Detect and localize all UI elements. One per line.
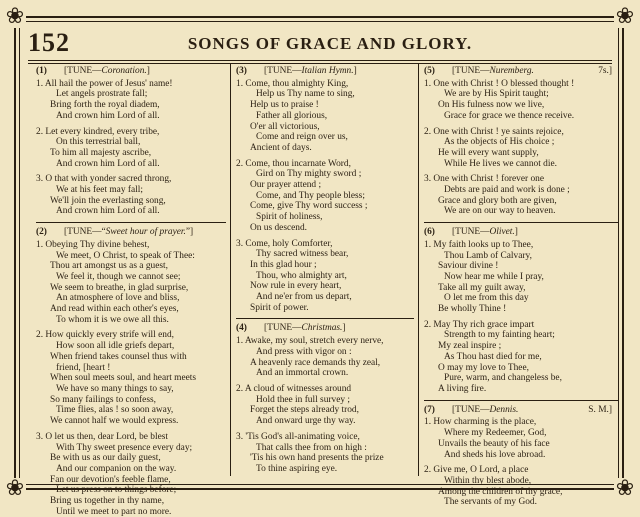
verse-line: Within thy blest abode, xyxy=(444,475,532,486)
verse-line: Our prayer attend ; xyxy=(250,180,322,191)
verse-line: Fan our devotion's feeble flame, xyxy=(50,474,171,485)
verse-line: Forget the steps already trod, xyxy=(250,405,359,416)
verse-line: Strength to my fainting heart; xyxy=(444,330,555,341)
verse-line: Ancient of days. xyxy=(250,142,312,153)
verse-line: 1. How charming is the place, xyxy=(424,417,537,428)
stanza xyxy=(424,127,618,170)
tune-name: Olivet. xyxy=(489,227,515,238)
hymn-header xyxy=(236,66,414,77)
verse-line: 2. One with Christ ! ye saints rejoice, xyxy=(424,126,564,137)
verse-line: Spirit of holiness, xyxy=(256,212,323,223)
verse-line: Until we meet to part no more. xyxy=(56,506,172,517)
stanza xyxy=(236,79,414,154)
hymn-number: (5) xyxy=(424,66,435,76)
verse-line: O may my love to Thee, xyxy=(438,362,529,373)
verse-line: Help us to praise ! xyxy=(250,100,319,111)
verse-line: Come, and Thy people bless; xyxy=(256,190,365,201)
verse-line: 2. Come, thou incarnate Word, xyxy=(236,158,351,169)
verse-line: He will every want supply, xyxy=(438,147,539,158)
verse-line: And our companion on the way. xyxy=(56,463,177,474)
verse-line: An atmosphere of love and bliss, xyxy=(56,293,180,304)
tune-suffix: ”] xyxy=(185,227,194,238)
stanza xyxy=(36,127,226,170)
hymn-header xyxy=(424,405,618,416)
verse-line: Spirit of power. xyxy=(250,302,309,313)
verse-line: O let me from this day xyxy=(444,293,529,304)
tune-name: Dennis. xyxy=(489,404,519,415)
verse-line: And crown him Lord of all. xyxy=(56,110,160,121)
hymn xyxy=(236,323,414,474)
hymn-number: (7) xyxy=(424,404,435,415)
corner-ornament-icon: ❀ xyxy=(615,4,635,29)
tune-label xyxy=(264,66,357,77)
verse-line: We are on our way to heaven. xyxy=(444,206,556,217)
verse-line: Thy sacred witness bear, xyxy=(256,249,349,260)
verse-line: With Thy sweet presence every day; xyxy=(56,442,193,453)
verse-line: 1. Come, thou almighty King, xyxy=(236,78,349,89)
verse-line: Where my Redeemer, God, xyxy=(444,428,547,439)
verse-line: When friend takes counsel thus with xyxy=(50,351,187,362)
stanza xyxy=(424,79,618,122)
tune-prefix: [TUNE— xyxy=(452,66,490,76)
verse-line: And onward urge thy way. xyxy=(256,416,356,427)
hymn xyxy=(424,227,618,395)
verse-line: We have so many things to say, xyxy=(56,383,174,394)
page-title: SONGS OF GRACE AND GLORY. xyxy=(187,34,473,53)
verse-line: When soul meets soul, and heart meets xyxy=(50,373,197,384)
verse-line: Gird on Thy mighty sword ; xyxy=(256,169,362,180)
verse-line: Grace for grace we thence receive. xyxy=(444,110,575,121)
verse-line: Come, give Thy word success ; xyxy=(250,201,368,212)
verse-line: Hold thee in full survey ; xyxy=(256,394,350,405)
verse-line: On this terrestrial ball, xyxy=(56,137,141,148)
stanza xyxy=(36,432,226,517)
verse-line: Let us press on to things before; xyxy=(56,485,177,496)
verse-line: A heavenly race demands thy zeal, xyxy=(250,357,381,368)
verse-line: My zeal inspire ; xyxy=(438,341,502,352)
verse-line: 3. 'Tis God's all-animating voice, xyxy=(236,431,360,442)
verse-line: 3. Come, holy Comforter, xyxy=(236,238,333,249)
verse-line: We are by His Spirit taught; xyxy=(444,89,549,100)
verse-line: The servants of my God. xyxy=(444,497,537,508)
column-divider xyxy=(418,64,419,476)
verse-line: And crown him Lord of all. xyxy=(56,158,160,169)
header-rule xyxy=(28,60,612,61)
verse-line: 2. A cloud of witnesses around xyxy=(236,383,352,394)
verse-line: Bring us together in thy name, xyxy=(50,496,165,507)
verse-line: On His fulness now we live, xyxy=(438,100,545,111)
hymn-meter: 7s.] xyxy=(598,66,612,76)
verse-line: 1. Awake, my soul, stretch every nerve, xyxy=(236,336,384,347)
tune-label xyxy=(452,405,518,416)
tune-prefix: [TUNE— xyxy=(64,66,102,76)
hymn-header xyxy=(36,66,226,77)
stanza xyxy=(424,465,618,508)
tune-prefix: [TUNE— xyxy=(452,404,490,415)
stanza xyxy=(424,320,618,395)
tune-label xyxy=(452,66,534,77)
verse-line: Take all my guilt away, xyxy=(438,282,526,293)
tune-label xyxy=(64,227,193,238)
verse-line: Help us Thy name to sing, xyxy=(256,89,355,100)
verse-line: We feel it, though we cannot see; xyxy=(56,271,181,282)
stanza xyxy=(424,240,618,315)
verse-line: That calls thee from on high : xyxy=(256,442,367,453)
verse-line: Come and reign over us, xyxy=(256,132,348,143)
hymn xyxy=(424,405,618,508)
stanza xyxy=(236,384,414,427)
stanza xyxy=(236,239,414,314)
verse-line: We seem to breathe, in glad surprise, xyxy=(50,282,189,293)
tune-suffix: ] xyxy=(342,323,346,334)
tune-prefix: [TUNE— xyxy=(264,323,302,334)
hymn-header xyxy=(424,227,618,238)
hymn-header xyxy=(36,227,226,238)
verse-line: As Thou hast died for me, xyxy=(444,351,542,362)
tune-name: Sweet hour of prayer. xyxy=(105,227,186,238)
corner-ornament-icon: ❀ xyxy=(5,476,25,501)
verse-line: To thine aspiring eye. xyxy=(256,463,338,474)
verse-line: 3. O let us then, dear Lord, be blest xyxy=(36,431,168,442)
stanza xyxy=(236,336,414,379)
verse-line: Saviour divine ! xyxy=(438,261,499,272)
verse-line: We meet, O Christ, to speak of Thee: xyxy=(56,250,195,261)
verse-line: 1. Obeying Thy divine behest, xyxy=(36,239,150,250)
verse-line: Bring forth the royal diadem, xyxy=(50,100,160,111)
tune-label xyxy=(64,66,150,77)
hymn-number: (4) xyxy=(236,323,247,334)
tune-name: Italian Hymn. xyxy=(301,66,354,76)
verse-line: We cannot half we would express. xyxy=(50,416,179,427)
hymn xyxy=(236,66,414,313)
verse-line: 1. My faith looks up to Thee, xyxy=(424,239,534,250)
verse-line: Father all glorious, xyxy=(256,110,328,121)
hymn xyxy=(36,66,226,217)
verse-line: O'er all victorious, xyxy=(250,121,320,132)
hymn-number: (1) xyxy=(36,66,47,76)
column-middle xyxy=(236,64,414,475)
verse-line: And an immortal crown. xyxy=(256,368,349,379)
verse-line: 3. O that with yonder sacred throng, xyxy=(36,174,172,185)
verse-line: As the objects of His choice ; xyxy=(444,137,555,148)
hymn xyxy=(36,227,226,517)
hymn-separator xyxy=(36,222,226,223)
verse-line: Now hear me while I pray, xyxy=(444,271,544,282)
verse-line: We'll join the everlasting song, xyxy=(50,195,166,206)
tune-suffix: ] xyxy=(353,66,357,76)
verse-line: friend, [heart ! xyxy=(56,362,111,373)
tune-name: Coronation. xyxy=(101,66,147,76)
tune-prefix: [TUNE— xyxy=(452,227,490,238)
verse-line: We at his feet may fall; xyxy=(56,185,143,196)
hymn-header xyxy=(236,323,414,334)
verse-line: While He lives we cannot die. xyxy=(444,158,557,169)
tune-label xyxy=(452,227,518,238)
verse-line: And read within each other's eyes, xyxy=(50,304,179,315)
stanza xyxy=(36,240,226,326)
verse-line: 1. All hail the power of Jesus' name! xyxy=(36,78,173,89)
stanza xyxy=(424,174,618,217)
hymn-separator xyxy=(424,222,618,223)
stanza xyxy=(236,159,414,234)
verse-line: Among the children of thy grace, xyxy=(438,486,563,497)
verse-line: On us descend. xyxy=(250,222,308,233)
hymn-separator xyxy=(424,400,618,401)
corner-ornament-icon: ❀ xyxy=(615,476,635,501)
hymn-header xyxy=(424,66,618,77)
verse-line: Time flies, alas ! so soon away, xyxy=(56,405,174,416)
verse-line: To whom it is we owe all this. xyxy=(56,314,169,325)
column-left xyxy=(36,64,226,517)
verse-line: 2. Give me, O Lord, a place xyxy=(424,465,529,476)
verse-line: Unvails the beauty of his face xyxy=(438,438,550,449)
tune-suffix: ] xyxy=(146,66,150,76)
corner-ornament-icon: ❀ xyxy=(5,4,25,29)
verse-line: Pure, warm, and changeless be, xyxy=(444,373,562,384)
verse-line: Let angels prostrate fall; xyxy=(56,89,148,100)
verse-line: Be wholly Thine ! xyxy=(438,304,507,315)
verse-line: How soon all idle griefs depart, xyxy=(56,341,175,352)
verse-line: 2. May Thy rich grace impart xyxy=(424,319,535,330)
tune-name: Christmas. xyxy=(301,323,343,334)
verse-line: 2. How quickly every strife will end, xyxy=(36,330,174,341)
stanza xyxy=(36,79,226,122)
verse-line: So many failings to confess, xyxy=(50,394,156,405)
verse-line: In this glad hour ; xyxy=(250,259,317,270)
tune-label xyxy=(264,323,346,334)
verse-line: And sheds his love abroad. xyxy=(444,449,546,460)
verse-line: Now rule in every heart, xyxy=(250,281,342,292)
verse-line: Thou, who almighty art, xyxy=(256,270,347,281)
verse-line: And crown him Lord of all. xyxy=(56,206,160,217)
hymn-number: (3) xyxy=(236,66,247,76)
hymn xyxy=(424,66,618,217)
verse-line: Grace and glory both are given, xyxy=(438,195,557,206)
stanza xyxy=(424,417,618,460)
hymn-number: (6) xyxy=(424,227,435,238)
verse-line: 2. Let every kindred, every tribe, xyxy=(36,126,160,137)
verse-line: A living fire. xyxy=(438,383,487,394)
verse-line: 1. One with Christ ! O blessed thought ! xyxy=(424,78,575,89)
verse-line: To him all majesty ascribe, xyxy=(50,147,152,158)
verse-line: 'Tis his own hand presents the prize xyxy=(250,453,384,464)
hymn-separator xyxy=(236,318,414,319)
tune-prefix: [TUNE— xyxy=(264,66,302,76)
column-right xyxy=(424,64,618,508)
tune-prefix: [TUNE—“ xyxy=(64,227,106,238)
stanza xyxy=(36,174,226,217)
verse-line: Thou Lamb of Calvary, xyxy=(444,250,532,261)
column-divider xyxy=(230,64,231,476)
tune-name: Nuremberg. xyxy=(489,66,534,76)
page-number: 152 xyxy=(28,28,70,57)
verse-line: 3. One with Christ ! forever one xyxy=(424,174,545,185)
verse-line: Be with us as our daily guest, xyxy=(50,453,161,464)
verse-line: Debts are paid and work is done ; xyxy=(444,185,570,196)
verse-line: Thou art amongst us as a guest, xyxy=(50,261,168,272)
hymn-meter: S. M.] xyxy=(588,404,612,415)
stanza xyxy=(236,432,414,475)
verse-line: And ne'er from us depart, xyxy=(256,292,352,303)
verse-line: And press with vigor on : xyxy=(256,346,352,357)
hymn-number: (2) xyxy=(36,227,47,238)
tune-suffix: ] xyxy=(514,227,518,238)
stanza xyxy=(36,330,226,426)
